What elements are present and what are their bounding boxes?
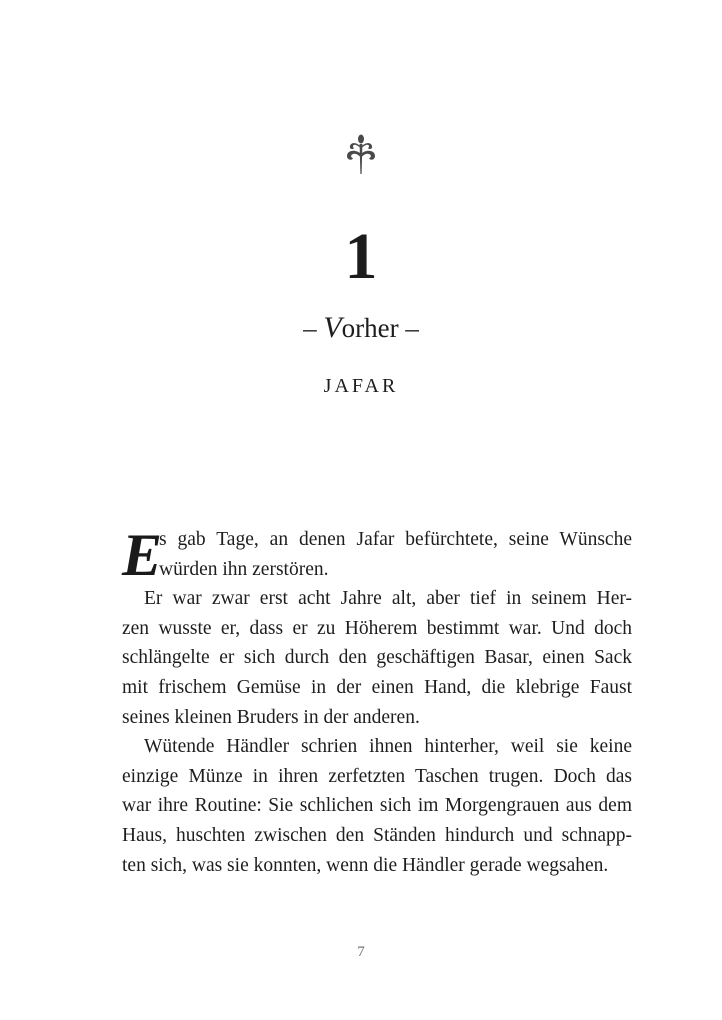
text-line: würden ihn zerstören.	[159, 558, 329, 580]
subtitle-initial: V	[323, 311, 342, 344]
pov-character-name: JAFAR	[323, 375, 399, 397]
subtitle-dash-right: –	[398, 313, 419, 343]
text-line: mit frischem Gemüse in der einen Hand, die klebrige Faust	[122, 676, 632, 698]
text-line: einzige Münze in ihren zerfetzten Taschen trugen. Doch das	[122, 765, 632, 787]
subtitle-dash-left: –	[303, 313, 324, 343]
text-line: seines kleinen Bruders in der anderen.	[122, 706, 420, 728]
chapter-body-text	[122, 522, 632, 880]
page-number: 7	[357, 944, 365, 960]
text-line: zen wusste er, dass er zu Höherem bestimmt war. Und doch	[122, 617, 632, 639]
text-line: ten sich, was sie konnten, wenn die Händler gerade wegsahen.	[122, 854, 609, 876]
text-line: s gab Tage, an denen Jafar befürchtete, seine Wünsche	[159, 529, 632, 550]
drop-cap: E	[122, 522, 163, 588]
text-line: Wütende Händler schrien ihnen hinterher, weil sie keine	[144, 736, 632, 758]
fleur-de-lis-ornament-icon	[341, 130, 381, 176]
subtitle-rest: orher	[341, 313, 399, 343]
chapter-number: 1	[344, 220, 378, 293]
text-line: Er war zwar erst acht Jahre alt, aber tief in seinem Her-	[144, 588, 632, 610]
text-line: schlängelte er sich durch den geschäftigen Basar, einen Sack	[122, 647, 632, 669]
chapter-subtitle	[0, 311, 722, 345]
text-line: war ihre Routine: Sie schlichen sich im Morgengrauen aus dem	[122, 795, 632, 817]
text-line: Haus, huschten zwischen den Ständen hindurch und schnapp-	[122, 824, 632, 846]
